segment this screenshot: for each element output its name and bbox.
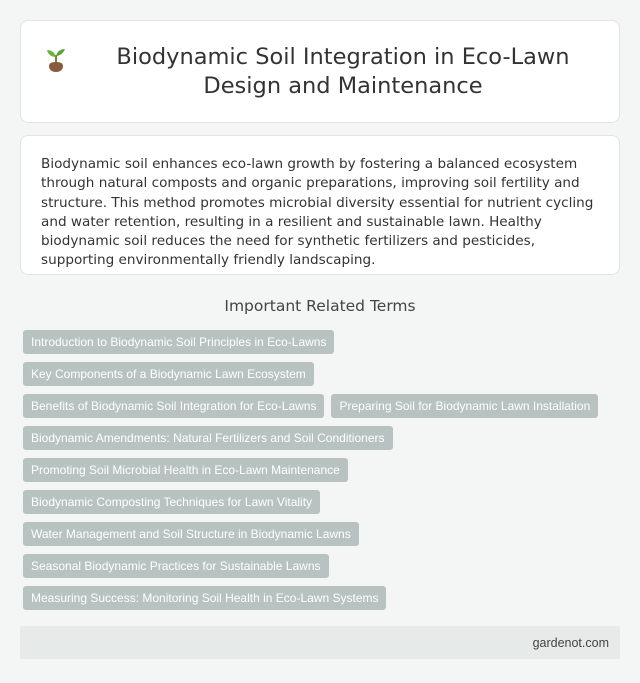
footer-site-link[interactable]: gardenot.com [532, 635, 609, 650]
related-term-tag[interactable]: Introduction to Biodynamic Soil Principles in Eco-Lawns [23, 330, 334, 354]
sprout-icon [41, 45, 71, 75]
related-term-tag[interactable]: Benefits of Biodynamic Soil Integration for Eco-Lawns [23, 394, 324, 418]
related-term-tag[interactable]: Seasonal Biodynamic Practices for Sustainable Lawns [23, 554, 329, 578]
footer [20, 626, 620, 659]
related-term-tag[interactable]: Preparing Soil for Biodynamic Lawn Installation [331, 394, 598, 418]
related-term-tag[interactable]: Promoting Soil Microbial Health in Eco-Lawn Maintenance [23, 458, 348, 482]
related-term-tag[interactable]: Biodynamic Composting Techniques for Lawn Vitality [23, 490, 320, 514]
related-term-tag[interactable]: Measuring Success: Monitoring Soil Health in Eco-Lawn Systems [23, 586, 386, 610]
page-title: Biodynamic Soil Integration in Eco-Lawn Design and Maintenance [116, 43, 570, 99]
summary-text: Biodynamic soil enhances eco-lawn growth by fostering a balanced ecosystem through natural composts and organic preparations, improving soil fertility and structure. This method promotes microbial diversity essential for nutrient cycling and water retention, resulting in a resilient and sustainable lawn. Healthy biodynamic soil reduces the need for synthetic fertilizers and pesticides, supporting environmentally friendly landscaping. [41, 156, 594, 269]
related-term-tag[interactable]: Water Management and Soil Structure in Biodynamic Lawns [23, 522, 359, 546]
related-terms-heading: Important Related Terms [224, 297, 416, 315]
summary-card [20, 135, 620, 275]
related-term-tag[interactable]: Biodynamic Amendments: Natural Fertilizers and Soil Conditioners [23, 426, 393, 450]
header-card [20, 20, 620, 123]
header-inner [41, 43, 599, 101]
related-term-tag[interactable]: Key Components of a Biodynamic Lawn Ecosystem [23, 362, 314, 386]
related-terms-list [20, 330, 620, 618]
